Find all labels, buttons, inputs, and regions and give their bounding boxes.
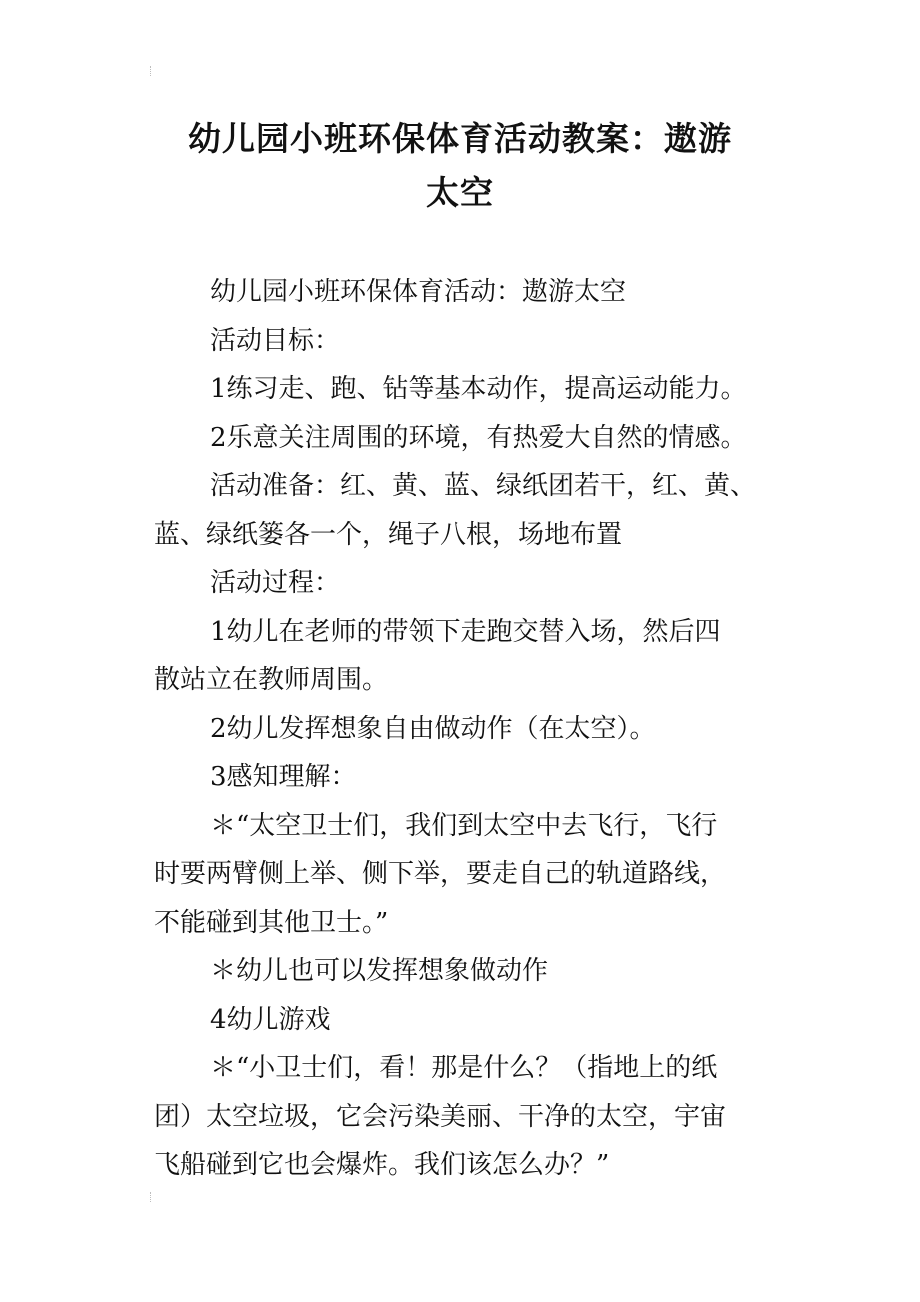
paragraph-line: 2乐意关注周围的环境，有热爱大自然的情感。 <box>210 422 747 453</box>
title-line-1: 幼儿园小班环保体育活动教案：遨游 <box>188 119 732 158</box>
paragraph-line: ＊幼儿也可以发挥想象做动作 <box>210 956 549 986</box>
paragraph-line: 活动准备：红、黄、蓝、绿纸团若干，红、黄、 <box>210 471 757 501</box>
paragraph-line: 蓝、绿纸篓各一个，绳子八根，场地布置 <box>154 519 623 550</box>
paragraph-process-heading <box>154 559 786 608</box>
paragraph-line: 活动目标： <box>210 325 341 356</box>
paragraph-step-4 <box>154 996 786 1045</box>
corner-mark-top <box>150 66 157 76</box>
paragraph-step-1 <box>154 608 786 705</box>
paragraph-line: 2幼儿发挥想象自由做动作（在太空）。 <box>210 713 656 744</box>
paragraph-line: ＊“小卫士们，看！那是什么？（指地上的纸 <box>210 1053 718 1083</box>
paragraph-subtitle <box>154 268 786 317</box>
title-line-2: 太空 <box>426 173 494 212</box>
paragraph-goal-1 <box>154 365 786 414</box>
paragraph-step-3 <box>154 753 786 802</box>
paragraph-line: 团）太空垃圾，它会污染美丽、干净的太空，宇宙 <box>154 1101 727 1132</box>
document-title <box>150 112 770 220</box>
document-body <box>154 268 786 1190</box>
paragraph-line: ＊“太空卫士们，我们到太空中去飞行，飞行 <box>210 810 718 841</box>
paragraph-line: 幼儿园小班环保体育活动：遨游太空 <box>210 277 627 307</box>
paragraph-line: 3感知理解： <box>210 762 357 792</box>
paragraph-preparation <box>154 462 786 559</box>
paragraph-line: 不能碰到其他卫士。” <box>154 907 389 938</box>
paragraph-goal-2 <box>154 414 786 463</box>
paragraph-line: 1练习走、跑、钻等基本动作，提高运动能力。 <box>210 374 747 404</box>
paragraph-line: 散站立在教师周围。 <box>154 665 389 695</box>
paragraph-line: 1幼儿在老师的带领下走跑交替入场，然后四 <box>210 616 721 647</box>
corner-mark-bottom <box>150 1192 157 1202</box>
paragraph-quote-2 <box>154 1044 786 1190</box>
paragraph-note <box>154 947 786 996</box>
paragraph-line: 时要两臂侧上举、侧下举，要走自己的轨道路线， <box>154 859 727 889</box>
paragraph-line: 4幼儿游戏 <box>210 1004 331 1035</box>
paragraph-line: 活动过程： <box>210 568 341 598</box>
paragraph-quote-1 <box>154 802 786 948</box>
paragraph-step-2 <box>154 705 786 754</box>
paragraph-goals-heading <box>154 317 786 366</box>
paragraph-line: 飞船碰到它也会爆炸。我们该怎么办？” <box>154 1150 610 1180</box>
